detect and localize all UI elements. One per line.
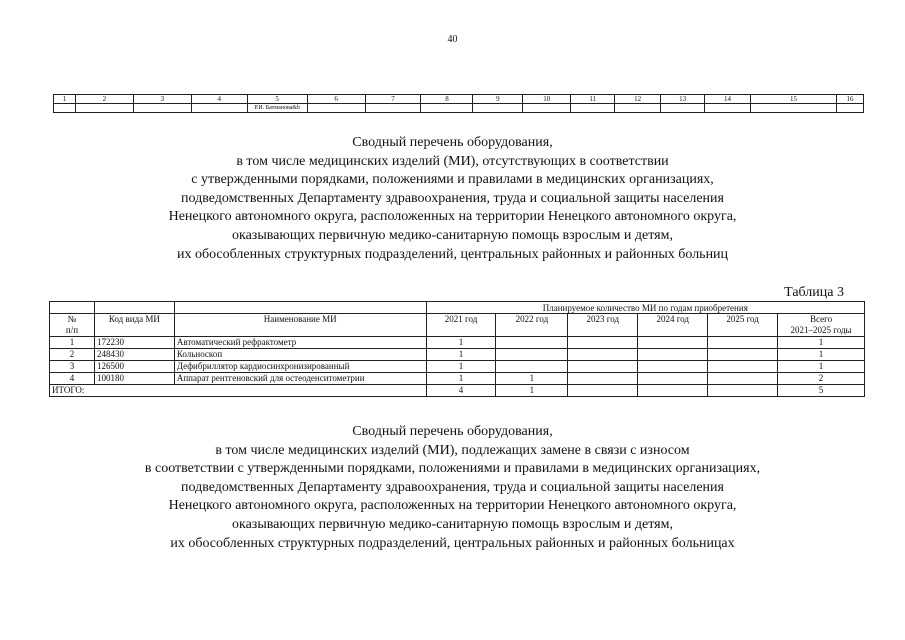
title-line: оказывающих первичную медико-санитарную помощь взрослым и детям,: [232, 516, 673, 532]
table-row: [50, 373, 865, 385]
title-line: их обособленных структурных подразделений, центральных районных и районных больниц: [176, 246, 729, 262]
row-year-value: [568, 337, 638, 349]
title-line: подведомственных Департаменту здравоохранения, труда и социальной защиты населения: [181, 479, 724, 495]
row-year-value: 1: [426, 361, 496, 373]
row-year-value: [638, 337, 708, 349]
row-year-value: 1: [426, 373, 496, 385]
row-code: 172230: [94, 337, 174, 349]
row-year-value: [708, 361, 778, 373]
title-line: с утвержденными порядками, положениями и правилами в медицинских организациях,: [191, 172, 714, 188]
row-year-value: [708, 349, 778, 361]
table-row: [50, 349, 865, 361]
strip-number: 8: [421, 95, 473, 104]
header-total-label: Всего 2021–2025 годы: [790, 314, 852, 335]
row-num: 1: [50, 337, 95, 349]
strip-number: 9: [473, 95, 523, 104]
row-year-value: [708, 337, 778, 349]
document-title-replacement-equipment: [0, 423, 905, 553]
grand-total: 5: [778, 385, 865, 397]
row-year-value: [568, 349, 638, 361]
row-name: Кольноскоп: [174, 349, 426, 361]
title-line: в соответствии с утвержденными порядками, положениями и правилами в медицинских организациях,: [144, 461, 761, 477]
strip-number: 1: [54, 95, 76, 104]
table-row: [50, 337, 865, 349]
title-line: оказывающих первичную медико-санитарную помощь взрослым и детям,: [232, 227, 673, 243]
row-year-value: 1: [426, 337, 496, 349]
row-year-value: [708, 373, 778, 385]
header-total: [778, 314, 865, 337]
total-label: ИТОГО:: [50, 385, 427, 397]
strip-number: 5: [247, 95, 307, 104]
row-total: 1: [778, 337, 865, 349]
equipment-table: [49, 301, 865, 397]
row-year-value: 1: [496, 373, 568, 385]
title-line: их обособленных структурных подразделений, центральных районных и районных больницах: [170, 535, 735, 551]
header-year: 2021 год: [426, 314, 496, 337]
strip-number: 14: [705, 95, 751, 104]
total-year-value: [568, 385, 638, 397]
header-name: Наименование МИ: [174, 314, 426, 337]
row-total: 2: [778, 373, 865, 385]
total-year-value: 4: [426, 385, 496, 397]
strip-number: 3: [133, 95, 191, 104]
row-year-value: [638, 373, 708, 385]
row-name: Дефибриллятор кардиосинхронизированный: [174, 361, 426, 373]
header-year: 2023 год: [568, 314, 638, 337]
row-year-value: [568, 373, 638, 385]
header-year: 2024 год: [638, 314, 708, 337]
title-line: в том числе медицинских изделий (МИ), отсутствующих в соответствии: [236, 153, 669, 169]
group-header: Планируемое количество МИ по годам приобретения: [426, 302, 864, 314]
row-year-value: [638, 349, 708, 361]
row-num: 3: [50, 361, 95, 373]
table-row: [50, 361, 865, 373]
header-code: Код вида МИ: [94, 314, 174, 337]
row-year-value: [568, 361, 638, 373]
row-name: Аппарат рентгеновский для остеоденситометрии: [174, 373, 426, 385]
strip-number: 10: [523, 95, 571, 104]
table-label: Таблица 3: [784, 285, 844, 300]
strip-number: 6: [307, 95, 365, 104]
page-number: 40: [447, 34, 458, 45]
row-total: 1: [778, 349, 865, 361]
row-code: 248430: [94, 349, 174, 361]
strip-number: 7: [365, 95, 421, 104]
header-year: 2025 год: [708, 314, 778, 337]
strip-number: 12: [615, 95, 661, 104]
strip-number: 15: [751, 95, 837, 104]
header-num-label: № п/п: [65, 314, 79, 335]
row-num: 2: [50, 349, 95, 361]
row-name: Автоматический рефрактометр: [174, 337, 426, 349]
header-num: [50, 314, 95, 337]
row-num: 4: [50, 373, 95, 385]
title-line: Сводный перечень оборудования,: [352, 135, 553, 150]
total-year-value: [708, 385, 778, 397]
strip-number: 2: [75, 95, 133, 104]
column-number-strip: [53, 94, 864, 113]
row-year-value: [496, 349, 568, 361]
title-line: Ненецкого автономного округа, расположенных на территории Ненецкого автономного округа,: [168, 498, 737, 514]
strip-number: 11: [571, 95, 615, 104]
row-year-value: [496, 337, 568, 349]
total-year-value: [638, 385, 708, 397]
strip-number: 13: [661, 95, 705, 104]
signature-note: Р.И. Батманова&b: [247, 104, 307, 113]
total-year-value: 1: [496, 385, 568, 397]
row-code: 100180: [94, 373, 174, 385]
row-code: 126500: [94, 361, 174, 373]
row-year-value: [638, 361, 708, 373]
row-total: 1: [778, 361, 865, 373]
document-title-missing-equipment: [0, 134, 905, 264]
row-year-value: [496, 361, 568, 373]
strip-number: 4: [191, 95, 247, 104]
title-line: в том числе медицинских изделий (МИ), подлежащих замене в связи с износом: [215, 442, 690, 458]
header-year: 2022 год: [496, 314, 568, 337]
row-year-value: 1: [426, 349, 496, 361]
title-line: подведомственных Департаменту здравоохранения, труда и социальной защиты населения: [181, 190, 724, 206]
strip-number: 16: [836, 95, 863, 104]
total-row: [50, 385, 865, 397]
title-line: Сводный перечень оборудования,: [352, 424, 553, 439]
title-line: Ненецкого автономного округа, расположенных на территории Ненецкого автономного округа,: [168, 209, 737, 225]
